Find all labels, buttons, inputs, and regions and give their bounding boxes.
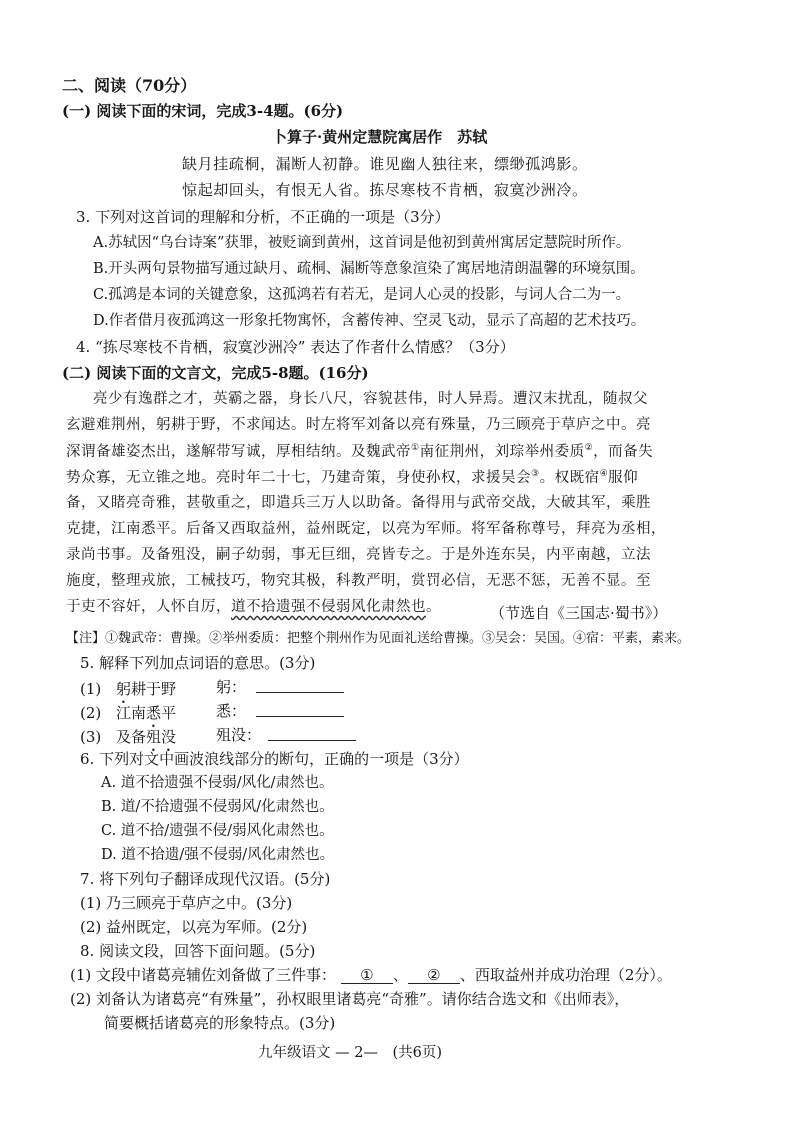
q5-num: (2)	[80, 704, 102, 722]
passage-line-8: 施度，整理戎旅，工械技巧，物究其极，科教严明，赏罚必信，无恶不惩，无善不显。至	[66, 573, 651, 589]
q5-num: (1)	[80, 680, 102, 698]
passage-line-5: 备，又睹亮奇雅，甚敬重之，即遣兵三万人以助备。备得用与武帝交战，大破其军，乘胜	[66, 495, 651, 511]
passage-line-4	[66, 470, 638, 485]
q3-option-d: D.作者借月夜孤鸿这一形象托物寓怀，含蓄传神、空灵飞动，显示了高超的艺术技巧。	[93, 313, 646, 329]
part1-heading: (一) 阅读下面的宋词，完成3-4题。(6分)	[62, 102, 344, 120]
q5-item-1	[80, 680, 176, 707]
passage-text: 。	[426, 599, 441, 615]
q5-phrase: 耕于野	[131, 680, 177, 698]
q5-phrase: 及备	[116, 728, 147, 746]
q5-label-3: 殂没：	[216, 726, 262, 744]
passage-line-7: 录尚书事。及备殂没，嗣子幼弱，事无巨细，亮皆专之。于是外连东吴，内平南越，立法	[66, 547, 651, 563]
poem-line-1: 缺月挂疏桐，漏断人初静。谁见幽人独往来，缥缈孤鸿影。	[182, 155, 588, 173]
q6-stem: 6. 下列对文中画波浪线部分的断句，正确的一项是（3分）	[80, 750, 469, 768]
passage-line-3	[66, 444, 653, 459]
answer-blank-3[interactable]	[268, 726, 356, 741]
q7-item-2: (2) 益州既定，以亮为军师。(2分)	[80, 918, 308, 936]
poem-line-2: 惊起却回头，有恨无人省。拣尽寒枝不肯栖，寂寞沙洲冷。	[182, 181, 588, 199]
q6-option-d: D. 道不拾遗/强不侵弱/风化肃然也。	[101, 847, 335, 863]
answer-blank-q8-1[interactable]: ①	[341, 968, 393, 984]
part2-heading: (二) 阅读下面的文言文，完成5-8题。(16分)	[62, 364, 369, 382]
q8-item-2-line-2: 简要概括诸葛亮的形象特点。(3分)	[104, 1014, 336, 1032]
wavy-underlined-sentence: 道不拾遗强不侵弱风化肃然也	[231, 599, 426, 615]
q8-item-2-line-1: (2) 刘备认为诸葛亮“有殊量”，孙权眼里诸葛亮“奇雅”。请你结合选文和《出师表》，	[70, 990, 630, 1008]
passage-line-2: 玄避难荆州，躬耕于野，不求闻达。时左将军刘备以亮有殊量，乃三顾亮于草庐之中。亮	[66, 417, 651, 433]
q4-question: 4. “拣尽寒枝不肯栖，寂寞沙洲冷” 表达了作者什么情感？（3分）	[76, 338, 515, 356]
passage-text: 。权既宿	[539, 469, 600, 486]
footnote-marker: ①	[411, 443, 420, 453]
q5-stem: 5. 解释下列加点词语的意思。(3分)	[80, 654, 316, 672]
q5-label-2: 悉：	[216, 702, 247, 720]
q8-stem: 8. 阅读文段，回答下面问题。(5分)	[80, 942, 316, 960]
footnote-marker: ②	[584, 443, 594, 453]
q6-option-b: B. 道/不拾遗强不侵弱风/化肃然也。	[101, 799, 334, 815]
footnote-marker: ③	[531, 469, 540, 479]
passage-text: 势众寡，无立锥之地。亮时年二十七，乃建奇策，身使孙权，求援吴会	[66, 469, 531, 486]
answer-blank-1[interactable]	[256, 678, 344, 693]
q5-num: (3)	[80, 728, 102, 746]
passage-line-6: 克捷，江南悉平。后备又西取益州，益州既定，以亮为军师。将军备称尊号，拜亮为丞相，	[66, 521, 666, 537]
passage-text: 深谓备雄姿杰出，遂解带写诚，厚相结纳。及魏武帝	[66, 443, 411, 460]
passage-source: （节选自《三国志·蜀书》）	[490, 604, 668, 622]
poem-title: 卜算子·黄州定慧院寓居作 苏轼	[272, 128, 488, 146]
section-title: 二、阅读（70分）	[62, 76, 197, 95]
answer-blank-q8-2[interactable]: ②	[408, 968, 460, 984]
passage-text: 南征荆州，刘琮举州委质	[419, 443, 585, 460]
q3-option-a: A.苏轼因“乌台诗案”获罪，被贬谪到黄州，这首词是他初到黄州寓居定慧院时所作。	[93, 235, 631, 251]
page-footer: 九年级语文 — 2— (共6页)	[258, 1045, 442, 1061]
separator: 、	[392, 966, 408, 984]
q5-phrase: 江南	[116, 704, 147, 722]
passage-text: 于吏不容奸，人怀自厉，	[66, 599, 231, 615]
passage-text: 服仰	[608, 469, 639, 486]
dotted-word: 躬	[116, 680, 132, 698]
answer-blank-2[interactable]	[256, 702, 344, 717]
q3-stem: 3. 下列对这首词的理解和分析，不正确的一项是（3分）	[76, 208, 450, 226]
passage-line-1: 亮少有逸群之才，英霸之器，身长八尺，容貌甚伟，时人异焉。遭汉末扰乱，随叔父	[93, 391, 648, 407]
footnote-marker: ④	[599, 469, 609, 479]
q8-text: 、西取益州并成功治理（2分）。	[459, 966, 672, 984]
passage-line-9	[66, 600, 441, 615]
passage-text: ，而备失	[593, 443, 654, 460]
q8-text: (1) 文段中诸葛亮辅佐刘备做了三件事：	[70, 966, 337, 984]
q7-item-1: (1) 乃三顾亮于草庐之中。(3分)	[80, 894, 293, 912]
dotted-word: 殂没	[146, 728, 177, 746]
q8-item-1	[70, 968, 672, 984]
q6-option-a: A. 道不拾遗强不侵弱/风化/肃然也。	[101, 775, 334, 791]
q5-item-2	[80, 704, 176, 731]
q3-option-c: C.孤鸿是本词的关键意象，这孤鸿若有若无，是词人心灵的投影，与词人合二为一。	[93, 287, 631, 303]
q5-label-1: 躬：	[216, 678, 247, 696]
footnote-notes: 【注】①魏武帝：曹操。②举州委质：把整个荆州作为见面礼送给曹操。③吴会：吴国。④宿：平素，素来。	[66, 631, 691, 646]
dotted-word: 悉	[146, 704, 162, 722]
q6-option-c: C. 道不拾/遗强不侵/弱风化肃然也。	[101, 823, 334, 839]
q3-option-b: B.开头两句景物描写通过缺月、疏桐、漏断等意象渲染了寓居地清朗温馨的环境氛围。	[93, 261, 645, 277]
q7-stem: 7. 将下列句子翻译成现代汉语。(5分)	[80, 870, 331, 888]
q5-phrase: 平	[161, 704, 177, 722]
